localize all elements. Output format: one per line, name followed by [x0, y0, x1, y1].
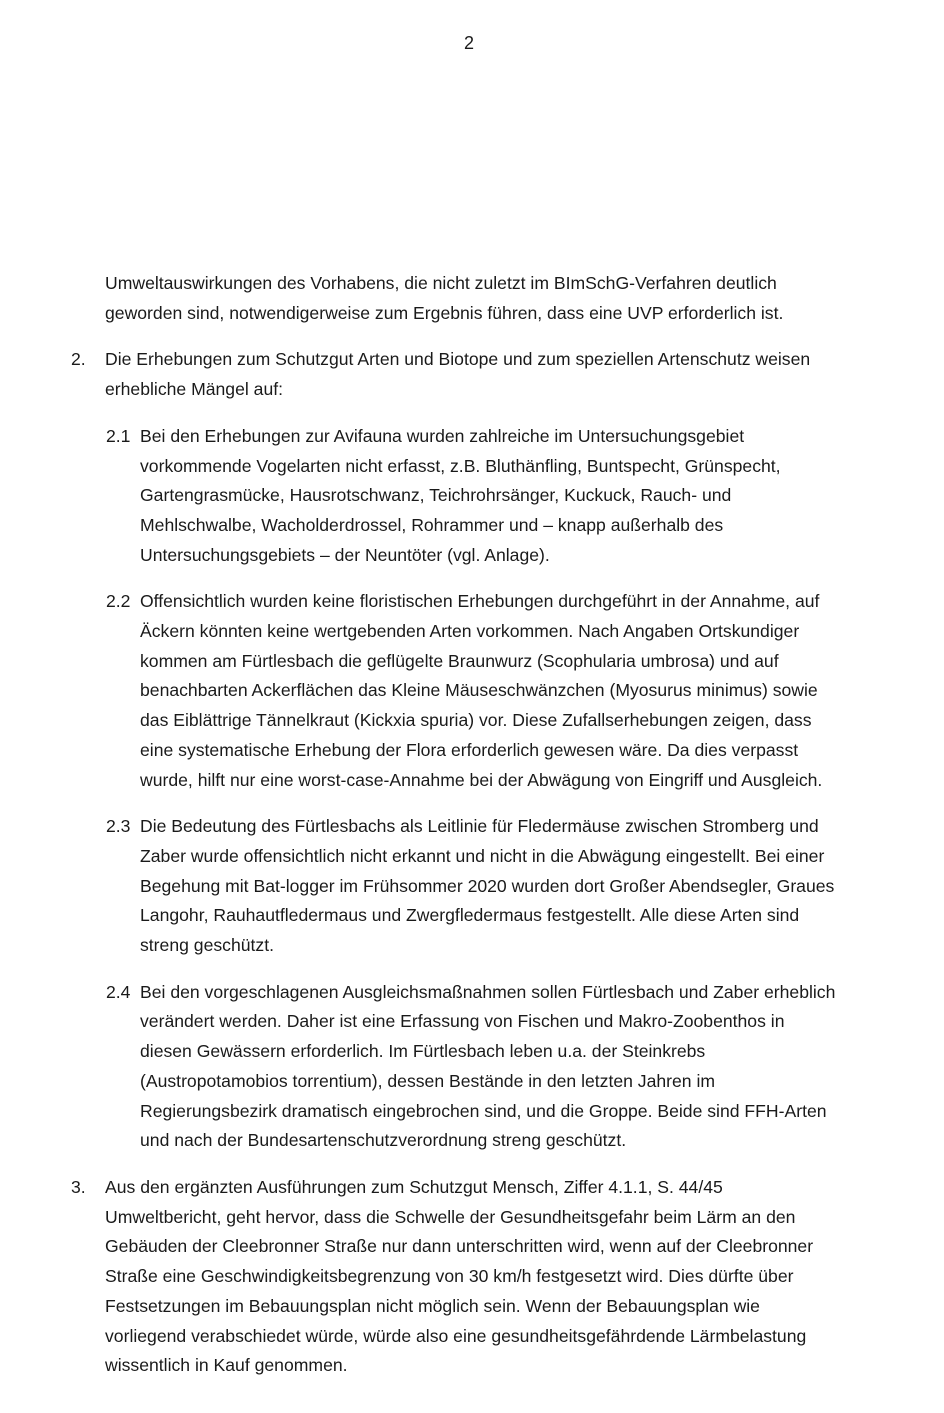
text-line: eine systematische Erhebung der Flora erforderlich gewesen wäre. Da dies verpasst [140, 739, 799, 760]
text-line: geworden sind, notwendigerweise zum Ergebnis führen, dass eine UVP erforderlich ist. [105, 302, 784, 323]
item-number: 3. [71, 1176, 86, 1197]
text-line: Langohr, Rauhautfledermaus und Zwergfledermaus festgestellt. Alle diese Arten sind [140, 905, 800, 926]
document-body [0, 269, 944, 1398]
text-line: Gartengrasmücke, Hausrotschwanz, Teichrohrsänger, Kuckuck, Rauch- und [140, 485, 732, 506]
text-line: wurde, hilft nur eine worst-case-Annahme bei der Abwägung von Eingriff und Ausgleich. [140, 769, 823, 790]
text-line: streng geschützt. [140, 935, 274, 956]
text-line: wissentlich in Kauf genommen. [105, 1355, 348, 1376]
text-line: Bei den Erhebungen zur Avifauna wurden zahlreiche im Untersuchungsgebiet [140, 425, 745, 446]
text-line: Bei den vorgeschlagenen Ausgleichsmaßnahmen sollen Fürtlesbach und Zaber erheblich [140, 981, 836, 1002]
page-number: 2 [463, 33, 474, 53]
text-line: Straße eine Geschwindigkeitsbegrenzung von 30 km/h festgesetzt wird. Dies dürfte über [105, 1266, 794, 1287]
text-line: Die Erhebungen zum Schutzgut Arten und Biotope und zum speziellen Artenschutz weisen [105, 349, 811, 370]
sub-list-item [0, 812, 944, 961]
text-line: Umweltauswirkungen des Vorhabens, die nicht zuletzt im BImSchG-Verfahren deutlich [105, 273, 777, 293]
sub-list-item [0, 978, 944, 1156]
intro-paragraph [105, 269, 885, 328]
sub-item-number: 2.2 [106, 591, 131, 612]
list-item [0, 345, 944, 1156]
sub-item-number: 2.1 [106, 425, 131, 446]
text-line: Umweltbericht, geht hervor, dass die Schwelle der Gesundheitsgefahr beim Lärm an den [105, 1206, 796, 1227]
text-line: erhebliche Mängel auf: [105, 379, 284, 400]
sub-item-text [140, 812, 905, 961]
sub-item-text [140, 587, 905, 795]
text-line: benachbarten Ackerflächen das Kleine Mäuseschwänzchen (Myosurus minimus) sowie [140, 680, 818, 701]
sub-item-number: 2.4 [106, 981, 131, 1002]
sub-list-item [0, 422, 944, 571]
text-line: und nach der Bundesartenschutzverordnung streng geschützt. [140, 1130, 627, 1151]
text-line: verändert werden. Daher ist eine Erfassung von Fischen und Makro-Zoobenthos in [140, 1011, 785, 1032]
text-line: das Eiblättrige Tännelkraut (Kickxia spuria) vor. Diese Zufallserhebungen zeigen, dass [140, 710, 812, 731]
item-text [105, 345, 895, 404]
text-line: vorliegend verabschiedet würde, würde also eine gesundheitsgefährdende Lärmbelastung [105, 1325, 807, 1346]
item-text [105, 1173, 895, 1381]
text-line: Regierungsbezirk dramatisch eingebrochen sind, und die Groppe. Beide sind FFH-Arten [140, 1100, 827, 1121]
text-line: kommen am Fürtlesbach die geflügelte Braunwurz (Scophularia umbrosa) und auf [140, 650, 779, 671]
list-item [0, 1173, 944, 1381]
sub-item-text [140, 422, 905, 571]
text-line: Die Bedeutung des Fürtlesbachs als Leitlinie für Fledermäuse zwischen Stromberg und [140, 816, 819, 837]
text-line: diesen Gewässern erforderlich. Im Fürtlesbach leben u.a. der Steinkrebs [140, 1041, 706, 1062]
item-number: 2. [71, 349, 86, 370]
text-line: Offensichtlich wurden keine floristischen Erhebungen durchgeführt in der Annahme, auf [140, 591, 820, 612]
numbered-list [0, 345, 944, 1381]
text-line: Untersuchungsgebiets – der Neuntöter (vgl. Anlage). [140, 544, 550, 565]
text-line: Begehung mit Bat-logger im Frühsommer 2020 wurden dort Großer Abendsegler, Graues [140, 875, 835, 896]
sub-list-item [0, 587, 944, 795]
text-line: Mehlschwalbe, Wacholderdrossel, Rohrammer und – knapp außerhalb des [140, 514, 724, 535]
text-line: Festsetzungen im Bebauungsplan nicht möglich sein. Wenn der Bebauungsplan wie [105, 1295, 760, 1316]
text-line: (Austropotamobios torrentium), dessen Bestände in den letzten Jahren im [140, 1070, 716, 1091]
text-line: Gebäuden der Cleebronner Straße nur dann unterschritten wird, wenn auf der Cleebronner [105, 1236, 814, 1257]
text-line: Zaber wurde offensichtlich nicht erkannt und nicht in die Abwägung eingestellt. Bei einer [140, 845, 825, 866]
text-line: vorkommende Vogelarten nicht erfasst, z.B. Bluthänfling, Buntspecht, Grünspecht, [140, 455, 781, 476]
text-line: Aus den ergänzten Ausführungen zum Schutzgut Mensch, Ziffer 4.1.1, S. 44/45 [105, 1176, 723, 1197]
sub-item-number: 2.3 [106, 816, 131, 837]
sub-item-text [140, 978, 905, 1156]
text-line: Äckern könnten keine wertgebenden Arten vorkommen. Nach Angaben Ortskundiger [140, 621, 800, 642]
